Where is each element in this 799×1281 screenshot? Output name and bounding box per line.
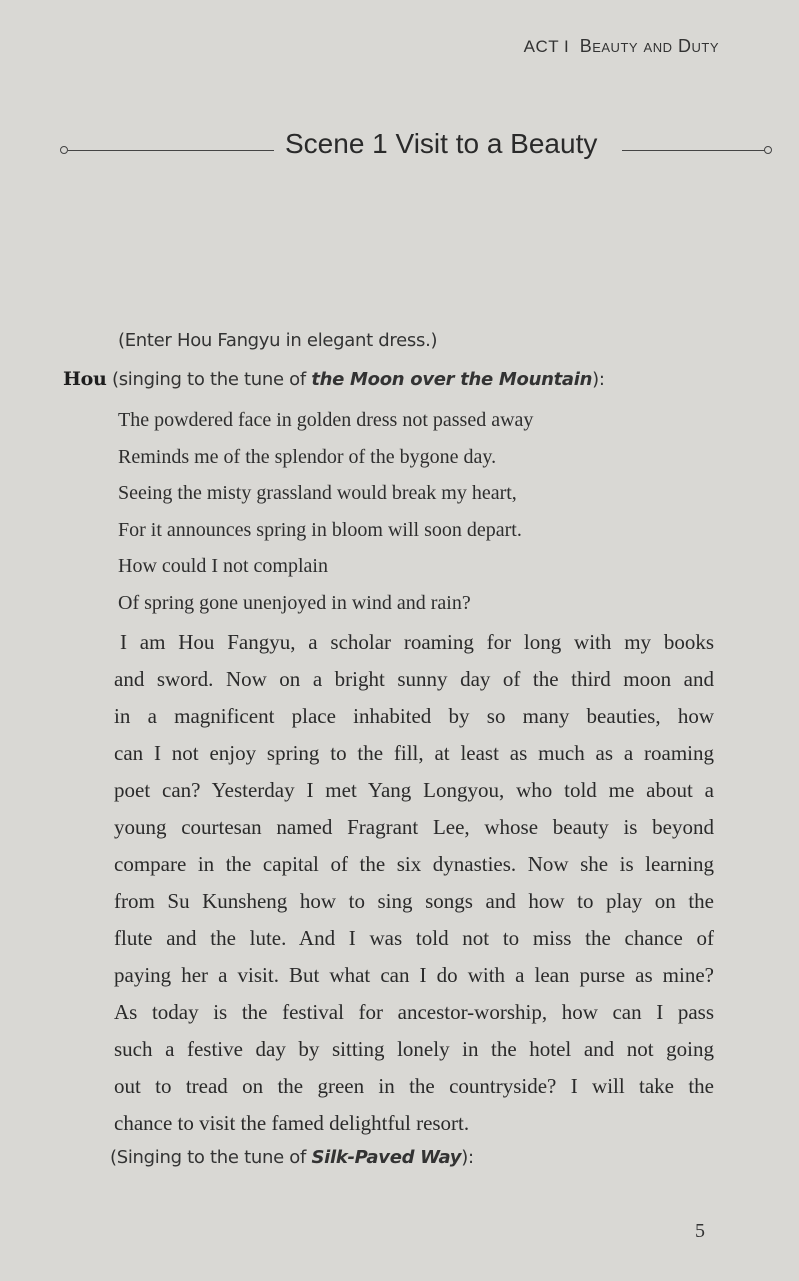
- prose-line: As today is the festival for ancestor-worship, how can I pass: [114, 1000, 714, 1024]
- verse-line: Reminds me of the splendor of the bygone day.: [118, 445, 497, 468]
- verse-line: For it announces spring in bloom will soon depart.: [118, 518, 522, 541]
- stage-direction-pre: (Singing to the tune of: [110, 1147, 312, 1168]
- prose-line: in a magnificent place inhabited by so many beauties, how: [114, 704, 714, 728]
- prose-line: out to tread on the green in the countryside? I will take the: [114, 1074, 714, 1098]
- speaker-name: Hou: [63, 368, 107, 390]
- prose-line: paying her a visit. But what can I do with a lean purse as mine?: [114, 963, 714, 987]
- act-title: Beauty and Duty: [579, 36, 719, 56]
- speaker-direction-pre: (singing to the tune of: [106, 369, 312, 390]
- prose-line: from Su Kunsheng how to sing songs and how to play on the: [114, 889, 714, 913]
- stage-direction-singing: [110, 1147, 474, 1168]
- prose-line: can I not enjoy spring to the fill, at least as much as a roaming: [114, 741, 714, 765]
- verse-line: Of spring gone unenjoyed in wind and rain?: [118, 591, 471, 614]
- ornament-rule-left: [68, 150, 274, 151]
- prose-line: young courtesan named Fragrant Lee, whose beauty is beyond: [114, 815, 714, 839]
- ornament-dot-left: [60, 146, 68, 154]
- verse-line: The powdered face in golden dress not passed away: [118, 409, 534, 431]
- verse-line: Seeing the misty grassland would break my heart,: [118, 482, 517, 504]
- prose-line: I am Hou Fangyu, a scholar roaming for long with my books: [120, 630, 714, 654]
- verse-block: [118, 402, 533, 621]
- tune-name: the Moon over the Mountain: [311, 369, 593, 390]
- stage-direction-entrance: (Enter Hou Fangyu in elegant dress.): [118, 330, 438, 351]
- prose-line: flute and the lute. And I was told not to miss the chance of: [114, 926, 714, 950]
- scene-heading: [60, 128, 720, 168]
- prose-line: compare in the capital of the six dynasties. Now she is learning: [114, 852, 714, 876]
- ornament-rule-right: [622, 150, 768, 151]
- page-number: 5: [695, 1220, 705, 1242]
- running-header: [524, 36, 719, 57]
- prose-paragraph: [114, 624, 714, 1142]
- speaker-line: [63, 368, 605, 390]
- prose-line: chance to visit the famed delightful resort.: [114, 1111, 470, 1135]
- prose-line: such a festive day by sitting lonely in the hotel and not going: [114, 1037, 714, 1061]
- act-label: ACT I: [523, 37, 570, 56]
- stage-direction-post: ):: [461, 1147, 474, 1168]
- prose-line: poet can? Yesterday I met Yang Longyou, who told me about a: [114, 778, 714, 802]
- scene-title: Scene 1 Visit to a Beauty: [285, 128, 598, 159]
- ornament-dot-right: [764, 146, 772, 154]
- tune-name: Silk-Paved Way: [311, 1147, 462, 1168]
- prose-line: and sword. Now on a bright sunny day of the third moon and: [114, 667, 714, 691]
- speaker-direction-post: ):: [592, 369, 605, 390]
- verse-line: How could I not complain: [118, 555, 328, 577]
